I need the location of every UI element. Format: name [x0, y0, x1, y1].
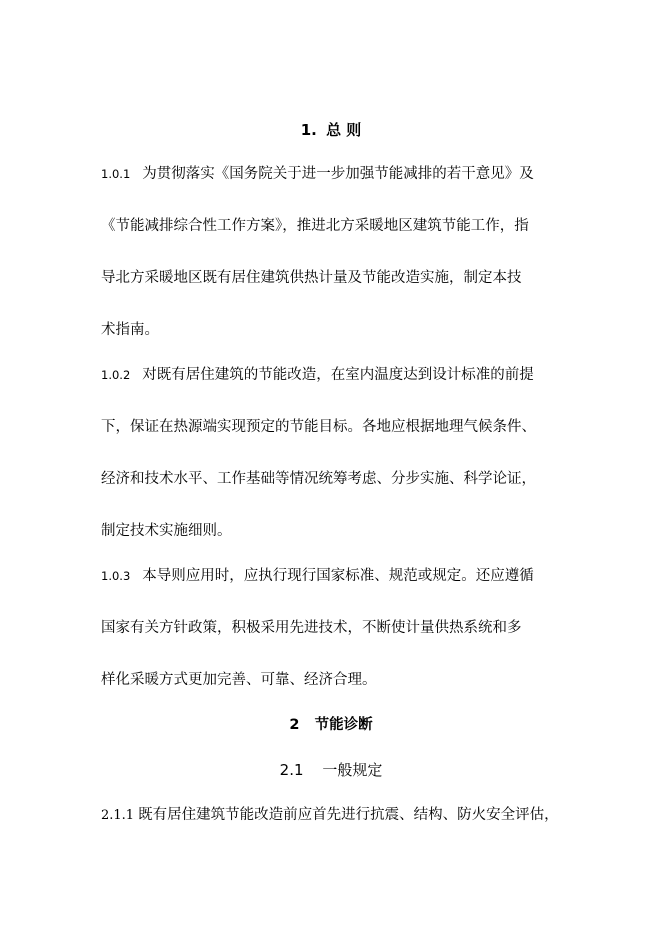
clause-number: 2.1.1: [101, 808, 135, 823]
section-2-1-heading: [0, 760, 662, 780]
clause-number: 1.0.2: [101, 368, 131, 382]
chapter-2-number: 2: [289, 717, 300, 733]
clause-number: 1.0.3: [101, 569, 131, 583]
section-2-1-title: 一般规定: [322, 761, 383, 779]
clause-1-0-2-line-1: [101, 365, 534, 385]
clause-number: 1.0.1: [101, 167, 131, 181]
clause-text: 为贯彻落实《国务院关于进一步加强节能减排的若干意见》及: [142, 166, 534, 182]
clause-1-0-1-line-3: 导北方采暖地区既有居住建筑供热计量及节能改造实施，制定本技: [101, 270, 522, 286]
clause-1-0-3-line-2: 国家有关方针政策，积极采用先进技术，不断使计量供热系统和多: [101, 620, 522, 636]
chapter-1-heading: [0, 120, 662, 140]
clause-1-0-1-line-4: 术指南。: [101, 322, 159, 338]
clause-text: 对既有居住建筑的节能改造，在室内温度达到设计标准的前提: [142, 367, 534, 383]
clause-1-0-3-line-1: [101, 566, 534, 586]
clause-1-0-1-line-1: [101, 164, 534, 184]
section-2-1-number: 2.1: [279, 761, 304, 779]
clause-1-0-3-line-3: 样化采暖方式更加完善、可靠、经济合理。: [101, 672, 377, 688]
clause-1-0-2-line-3: 经济和技术水平、工作基础等情况统筹考虑、分步实施、科学论证，: [101, 471, 536, 487]
chapter-2-heading: [0, 715, 662, 735]
clause-text: 既有居住建筑节能改造前应首先进行抗震、结构、防火安全评估，: [138, 807, 559, 823]
clause-1-0-2-line-4: 制定技术实施细则。: [101, 523, 232, 539]
chapter-1-title: 总 则: [326, 121, 362, 139]
clause-1-0-2-line-2: 下，保证在热源端实现预定的节能目标。各地应根据地理气候条件、: [101, 419, 536, 435]
clause-text: 本导则应用时，应执行现行国家标准、规范或规定。还应遵循: [142, 568, 534, 584]
clause-2-1-1-line-1: [101, 805, 559, 826]
clause-1-0-1-line-2: 《节能减排综合性工作方案》，推进北方采暖地区建筑节能工作，指: [101, 218, 529, 234]
chapter-2-title: 节能诊断: [314, 717, 373, 733]
chapter-1-number: 1.: [300, 121, 317, 139]
